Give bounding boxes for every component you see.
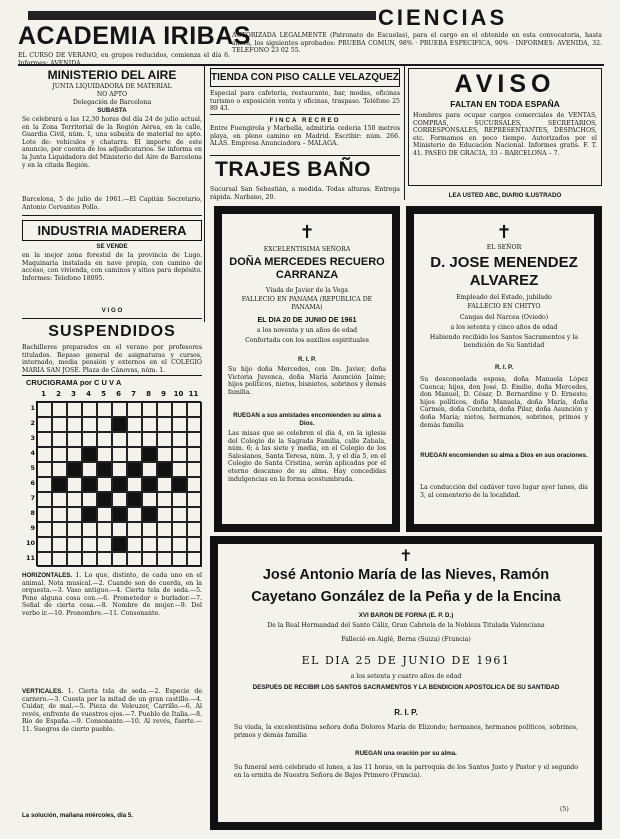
masthead-left-sub: EL CURSO DE VERANO, en grupos reducidos, comienza el día 6.	[18, 52, 230, 59]
crossword-cell[interactable]	[142, 492, 157, 507]
tienda-body: Especial para cafetería, restaurante, bar, modas, oficinas turismo o exposición venta y oficinas, traspaso. Teléfono 25 89 43.	[210, 90, 400, 113]
aviso-sub: FALTAN EN TODA ESPAÑA	[450, 99, 560, 109]
crossword-cell	[82, 477, 97, 492]
crossword-col-number: 9	[161, 390, 166, 398]
crossword-cell	[67, 462, 82, 477]
crossword-cell[interactable]	[67, 402, 82, 417]
ministerio-sub3: Delegación de Barcelona	[72, 99, 152, 106]
esquela3-line5: DESPUES DE RECIBIR LOS SANTOS SACRAMENTOS Y LA BENDICION APOSTOLICA DE SU SANTIDAD	[252, 684, 560, 691]
crossword-cell[interactable]	[82, 462, 97, 477]
masthead-right: CIENCIAS	[378, 5, 508, 30]
crossword-cell[interactable]	[187, 537, 202, 552]
crossword-cell[interactable]	[127, 522, 142, 537]
crossword-row-number: 11	[25, 554, 35, 562]
crossword-cell[interactable]	[142, 522, 157, 537]
crossword-cell[interactable]	[37, 552, 52, 567]
trajes-body: Sucursal San Sebastián, a medida. Todas alturas. Entrega rápida. Narbano, 20.	[210, 186, 400, 201]
crossword-col-number: 11	[188, 390, 199, 398]
crossword-cell	[97, 492, 112, 507]
crossword-cell[interactable]	[82, 522, 97, 537]
crossword-cell[interactable]	[142, 432, 157, 447]
esquela1-body: Su hijo doña Mercedes, con Dn. Javier, doña Victoria Juvenca, doña María Asunción Jaime; hijos políticos, nietos, bisnietos, sobrinos y demás familia.	[228, 366, 386, 396]
esquela3-name2: Cayetano González de la Peña y de la Encina	[251, 589, 561, 605]
crossword-cell[interactable]	[172, 552, 187, 567]
crossword-cell[interactable]	[37, 522, 52, 537]
crossword-cell[interactable]	[37, 507, 52, 522]
crossword-cell[interactable]	[142, 417, 157, 432]
ministerio-sub1: JUNTA LIQUIDADORA DE MATERIAL	[52, 83, 172, 90]
crossword-cell	[142, 477, 157, 492]
rule-4	[210, 114, 400, 115]
crossword-cell[interactable]	[52, 447, 67, 462]
crossword-cell[interactable]	[172, 522, 187, 537]
crossword-cell[interactable]	[187, 402, 202, 417]
masthead-right-sub: AUTORIZADA LEGALMENTE (Patronato de Escuelas), para el cargo en el obtenido en esta convocatoria, hasta ahora, los siguientes aprobados: PRUEBA COMUN, 98% · PRUEBA ESPECIFICA, 90% · INFORMES: AVENIDA, 32. TELEFONO 23 02 55.	[232, 32, 602, 55]
esquela2-name: D. JOSE MENENDEZ ALVAREZ	[430, 254, 578, 289]
crossword-cell[interactable]	[187, 492, 202, 507]
crossword-cell[interactable]	[172, 462, 187, 477]
crossword-cell[interactable]	[157, 552, 172, 567]
crossword-cell[interactable]	[127, 417, 142, 432]
crossword-cell[interactable]	[157, 447, 172, 462]
crossword-cell	[82, 507, 97, 522]
crossword-cell	[112, 477, 127, 492]
crossword-cell[interactable]	[187, 507, 202, 522]
crossword-cell[interactable]	[112, 462, 127, 477]
aviso-title: AVISO	[454, 70, 556, 98]
crossword-cell[interactable]	[52, 402, 67, 417]
crossword-cell[interactable]	[67, 507, 82, 522]
crossword-col-numbers	[36, 390, 201, 400]
esquela2-body: Su desconsolada esposa, doña Manuela López Cuenca; hijos, don José, D. Emilio, doña Mercedes, don Manuel, D. César, D. Bernardino y D. Ernesto; hijos políticos, doña Manuela, doña María, doña Carmen, doña Conchita, doña Pilar, doña Asunción y doña María; nietos, hermanos, sobrinos, primos y demás familia	[420, 376, 588, 429]
esquela3-line1: XVI BARON DE FORNA (E. P. D.)	[358, 612, 454, 619]
crossword-cell	[142, 447, 157, 462]
crossword-cell[interactable]	[52, 552, 67, 567]
ministerio-body: Se celebrará a las 12,30 horas del día 24 de julio actual, en la Zona Territorial de la Región Aérea, en la calle, Guardia Civil, núm. 1, una subasta de material no apto. Lote de: vehículos y chatarra. El importe de este anuncio, por cuenta de los adjudicatarios. Se informa en la Junta Liquidadora del Ministerio del Aire de Barcelona y en la citada Región.	[22, 116, 202, 169]
esquela1-rip: R. I. P.	[297, 356, 317, 363]
crossword-col-number: 2	[56, 390, 61, 398]
crossword-cell[interactable]	[82, 492, 97, 507]
crossword-cell[interactable]	[82, 417, 97, 432]
crossword-cell[interactable]	[67, 552, 82, 567]
suspendidos-title: SUSPENDIDOS	[48, 323, 176, 340]
crossword-cell	[172, 477, 187, 492]
crossword-cell[interactable]	[172, 492, 187, 507]
finca-body: Entre Fuengirola y Marbella, admitiría cederia 150 metros playa, en pleno camino en Madrid. Escribir: núm. 266. ALAS. Empresa Anunciadora – MALAGA.	[210, 125, 400, 148]
rule-2	[22, 318, 202, 319]
crossword-cell	[82, 447, 97, 462]
esquela2-line1: EL SEÑOR	[486, 244, 522, 251]
col3-divider	[404, 66, 405, 200]
esquela1-line3: FALLECIO EN PANAMA (REPUBLICA DE PANAMA)	[241, 296, 373, 311]
crossword-cell[interactable]	[37, 447, 52, 462]
crossword-cell[interactable]	[142, 537, 157, 552]
crossword-cell[interactable]	[187, 552, 202, 567]
esquela3-name1: José Antonio María de las Nieves, Ramón	[262, 567, 550, 583]
esquela2-line6: Habiendo recibido los Santos Sacramentos y la bendición de Su Santidad	[429, 334, 579, 349]
crossword-cell[interactable]	[172, 417, 187, 432]
crossword-cell[interactable]	[127, 447, 142, 462]
crossword-cell[interactable]	[157, 537, 172, 552]
esquela3-ruegan: RUEGAN una oración por su alma.	[355, 750, 457, 757]
crossword-row-number: 6	[30, 479, 35, 487]
crossword-cell[interactable]	[172, 447, 187, 462]
crossword-cell[interactable]	[187, 522, 202, 537]
esquela3-line2: De la Real Hermandad del Santo Cáliz, Gran Cabriela de la Nobleza Titulada Valenciana	[267, 622, 545, 629]
esquela1-line2: Viuda de Javier de la Vega	[265, 287, 349, 294]
crossword-cell[interactable]	[97, 402, 112, 417]
crossword-cell[interactable]	[67, 477, 82, 492]
crossword-col-number: 6	[116, 390, 121, 398]
crossword-cell[interactable]	[157, 492, 172, 507]
esquela2-rip: R. I. P.	[494, 364, 514, 371]
rule-1	[22, 215, 202, 216]
crossword-cell[interactable]	[187, 462, 202, 477]
finca-title: FINCA RECREO	[269, 117, 341, 124]
crossword-cell[interactable]	[112, 432, 127, 447]
crossword-cell[interactable]	[172, 537, 187, 552]
crossword-cell[interactable]	[187, 417, 202, 432]
crossword-row-number: 7	[30, 494, 35, 502]
crucigrama-title: CRUCIGRAMA por C U V A	[26, 378, 122, 387]
crossword-cell[interactable]	[112, 552, 127, 567]
col1-divider	[204, 66, 205, 322]
crossword-cell[interactable]	[157, 417, 172, 432]
crossword-col-number: 1	[41, 390, 46, 398]
crossword-cell[interactable]	[97, 522, 112, 537]
masthead-left: ACADEMIA IRIBAS	[18, 22, 251, 50]
crossword-cell[interactable]	[67, 522, 82, 537]
crossword-cell[interactable]	[37, 432, 52, 447]
esquela1-misas: Las misas que se celebren el día 4, en la iglesia del Colegio de la Sagrada Familia, calle Zabala, núm. 6; a las siete y media, en el Colegio de los Salesianos, Santa Teresa, núm. 3, y el día 5, en el Colegio de Santa Cristina, serán aplicadas por el eterno descanso de su alma. Hay concedidas indulgencias en la forma acostumbrada.	[228, 430, 386, 483]
crossword-cell[interactable]	[82, 537, 97, 552]
crossword-cell[interactable]	[112, 402, 127, 417]
ministerio-title: MINISTERIO DEL AIRE	[47, 68, 177, 82]
verticales-text: 1. Cierta tela de seda.—2. Especie de carnero.—3. Cuesta por la mitad de un gran castillo.—4. Cuidar, de mal.—5. Pieza de Veleuzer, Carrillo.—6. Al revés, enfrente de vuestros ojos.—7. Pueblo de Italia.—8. Río de España.—9. Consonante.—10. Al revés, fuerte.—11. Suegros de cierto pueblo.	[22, 688, 202, 733]
crossword-cell[interactable]	[157, 477, 172, 492]
crossword-cell[interactable]	[67, 537, 82, 552]
crossword-cell	[127, 492, 142, 507]
crossword-row-number: 9	[30, 524, 35, 532]
crossword-cell[interactable]	[112, 447, 127, 462]
esquela2-ruegan: RUEGAN encomienden su alma a Dios en sus oraciones.	[420, 452, 588, 459]
ministerio-sub2: NO APTO	[96, 91, 128, 98]
crossword-cell[interactable]	[97, 507, 112, 522]
crossword-cell[interactable]	[37, 417, 52, 432]
crossword-cell	[52, 477, 67, 492]
crossword-col-number: 4	[86, 390, 91, 398]
esquela1-ruegan: RUEGAN a sus amistades encomienden su alma a Dios.	[233, 412, 381, 427]
crossword-cell[interactable]	[172, 507, 187, 522]
esquela3-inner	[218, 544, 594, 822]
esquela2-line4: Cangas del Narcea (Oviedo)	[459, 314, 549, 321]
crossword-cell[interactable]	[97, 447, 112, 462]
ministerio-sub4: SUBASTA	[97, 107, 127, 114]
crossword-cell[interactable]	[97, 432, 112, 447]
esquela1-cross-icon: ✝	[299, 222, 315, 243]
tienda-title: TIENDA CON PISO CALLE VELAZQUEZ	[210, 68, 400, 87]
lea-abc: LEA USTED ABC, DIARIO ILUSTRADO	[448, 192, 562, 199]
crossword-cell[interactable]	[172, 432, 187, 447]
trajes-title: TRAJES BAÑO	[215, 158, 372, 181]
esquela3-line3: Falleció en Aiglé, Berna (Suiza) (Francia)	[341, 636, 471, 643]
crossword-cell[interactable]	[37, 402, 52, 417]
crossword-cell[interactable]	[127, 432, 142, 447]
industria-footer: V I G O	[101, 307, 123, 314]
crossword-cell[interactable]	[52, 522, 67, 537]
crossword-row-number: 2	[30, 419, 35, 427]
crossword-cell[interactable]	[172, 402, 187, 417]
esquela1-line1: EXCELENTISIMA SEÑORA	[263, 246, 351, 253]
esquela3-date: EL DIA 25 DE JUNIO DE 1961	[301, 654, 511, 667]
esquela3-num: (5)	[560, 806, 569, 813]
horizontales-label: HORIZONTALES.	[22, 572, 73, 579]
crossword-grid[interactable]	[36, 401, 201, 566]
crossword-cell[interactable]	[127, 537, 142, 552]
masthead-top-rule	[28, 11, 376, 20]
crossword-cell[interactable]	[127, 477, 142, 492]
crossword-cell[interactable]	[37, 537, 52, 552]
crossword-cell[interactable]	[112, 492, 127, 507]
suspendidos-body: Bachilleres preparados en el verano por profesores titulados. Repaso general de asignaturas y cursos, internado, media pensión y externos en el COLEGIO MARIA SAN JOSE. Plaza de Cánovas, núm. 1.	[22, 344, 202, 374]
crossword-cell	[157, 462, 172, 477]
aviso-body: Hombres para ocupar cargos comerciales de VENTAS, COMPRAS, SUCURSALES, SECRETARIOS, CORRESPONSALES, REPRESENTANTES, DESPACHOS, etc. Formamos en poco tiempo. Autorizados por el Ministerio de Educación Nacional. Informes gratis. F. T. 41. PASEO DE GRACIA, 33 – BARCELONA – 7.	[413, 112, 597, 157]
crossword-cell[interactable]	[52, 462, 67, 477]
crossword-cell	[127, 462, 142, 477]
ministerio-sign: Barcelona, 5 de julio de 1961.—El Capitán Secretario, Antonio Cervantes Pollo.	[22, 196, 202, 211]
esquela3-line4: a los setenta y cuatro años de edad	[350, 673, 462, 680]
crossword-cell[interactable]	[67, 432, 82, 447]
crossword-cell[interactable]	[97, 537, 112, 552]
rule-3	[22, 375, 202, 376]
crossword-cell[interactable]	[52, 492, 67, 507]
rule-5	[210, 155, 400, 156]
crossword-cell[interactable]	[157, 507, 172, 522]
crossword-cell[interactable]	[82, 552, 97, 567]
industria-title: INDUSTRIA MADERERA	[22, 220, 202, 241]
esquela3-rip: R. I. P.	[394, 708, 418, 717]
crossword-row-number: 4	[30, 449, 35, 457]
crossword-cell[interactable]	[142, 402, 157, 417]
crossword-cell[interactable]	[97, 552, 112, 567]
crossword-cell[interactable]	[187, 447, 202, 462]
crucigrama-verticales	[22, 688, 202, 734]
crossword-cell[interactable]	[52, 432, 67, 447]
masthead-rule	[18, 64, 604, 66]
crossword-cell[interactable]	[97, 477, 112, 492]
crossword-cell[interactable]	[157, 402, 172, 417]
crossword-col-number: 3	[71, 390, 76, 398]
crossword-cell	[112, 507, 127, 522]
crucigrama-horizontales	[22, 572, 202, 618]
crossword-cell[interactable]	[37, 477, 52, 492]
crossword-cell[interactable]	[142, 552, 157, 567]
crossword-row-number: 10	[25, 539, 35, 547]
esquela3-footer: Su funeral será celebrado el lunes, a las 11 horas, en la parroquia de los Santos Justo y Pastor y el segundo en la ermita de Nuestra Señora de Bajos Primero (Francia).	[234, 764, 578, 779]
crossword-cell	[97, 462, 112, 477]
esquela3-cross-icon: ✝	[399, 546, 413, 565]
esquela2-line3: FALLECIO EN CHITYO	[467, 303, 541, 310]
crossword-cell[interactable]	[127, 402, 142, 417]
crossword-cell[interactable]	[157, 522, 172, 537]
crossword-cell[interactable]	[52, 417, 67, 432]
industria-body: en la mejor zona forestal de la provincia de Lugo. Maquinaria instalada en nave propia, con camino de acceso, con vivienda, con caminos y sitios para depósito. Informes: Telefono 18095.	[22, 252, 202, 282]
esquela2-line5: a los setenta y cinco años de edad	[450, 324, 558, 331]
crossword-cell[interactable]	[37, 462, 52, 477]
crossword-row-number: 1	[30, 404, 35, 412]
crossword-col-number: 5	[101, 390, 106, 398]
crossword-cell	[112, 537, 127, 552]
industria-sub: SE VENDE	[96, 243, 128, 250]
crossword-cell[interactable]	[97, 417, 112, 432]
crucigrama-solution: La solución, mañana miércoles, día 5.	[22, 812, 134, 819]
crossword-row-numbers	[24, 401, 34, 566]
crossword-cell[interactable]	[37, 492, 52, 507]
crossword-cell[interactable]	[112, 522, 127, 537]
crossword-row-number: 3	[30, 434, 35, 442]
verticales-label: VERTICALES.	[22, 688, 63, 695]
esquela1-line5: Confortada con los auxilios espirituales	[245, 337, 369, 344]
esquela1-line4: a los noventa y un años de edad	[256, 327, 358, 334]
horizontales-text: 1. Lo que, distinto, de cada uno en el animal. Nota musical.—2. Cuando son de cuerda, en la orquesta.—3. Vaso antiguo.—4. Cierta tela de seda.—5. Pone alguna cosa con.—6. Prometedor o burlador.—7. Señal de cierta cosa.—8. Nombre de mujer.—9. Del verbo ir.—10. Pronombre.—11. Consonante.	[22, 572, 203, 617]
crossword-cell[interactable]	[142, 462, 157, 477]
crossword-cell[interactable]	[187, 477, 202, 492]
crossword-cell[interactable]	[67, 447, 82, 462]
crossword-cell[interactable]	[127, 507, 142, 522]
crossword-cell[interactable]	[67, 417, 82, 432]
crossword-cell[interactable]	[127, 552, 142, 567]
crossword-col-number: 7	[131, 390, 136, 398]
esquela3-body: Su viuda, la excelentísima señora doña Dolores María de Elizondo; hermanos, hermanos políticos, sobrinos, primos y demás familia	[234, 724, 578, 739]
esquela1-name: DOÑA MERCEDES RECUERO CARRANZA	[229, 256, 385, 281]
crossword-cell	[112, 417, 127, 432]
esquela2-footer: La conducción del cadáver tuvo lugar ayer lunes, día 3, al cementerio de la localidad.	[420, 484, 588, 499]
crossword-cell[interactable]	[82, 432, 97, 447]
crossword-col-number: 10	[173, 390, 184, 398]
crossword-cell[interactable]	[67, 492, 82, 507]
crossword-row-number: 5	[30, 464, 35, 472]
esquela2-line2: Empleado del Estado, jubilado	[456, 294, 552, 301]
crossword-col-number: 8	[146, 390, 151, 398]
crossword-cell	[142, 507, 157, 522]
crossword-row-number: 8	[30, 509, 35, 517]
crossword-cell[interactable]	[52, 507, 67, 522]
esquela1-date: EL DIA 20 DE JUNIO DE 1961	[257, 315, 357, 324]
crossword-cell[interactable]	[187, 432, 202, 447]
esquela2-cross-icon: ✝	[496, 222, 512, 243]
crossword-cell[interactable]	[52, 537, 67, 552]
crossword-cell[interactable]	[157, 432, 172, 447]
crossword-cell[interactable]	[82, 402, 97, 417]
